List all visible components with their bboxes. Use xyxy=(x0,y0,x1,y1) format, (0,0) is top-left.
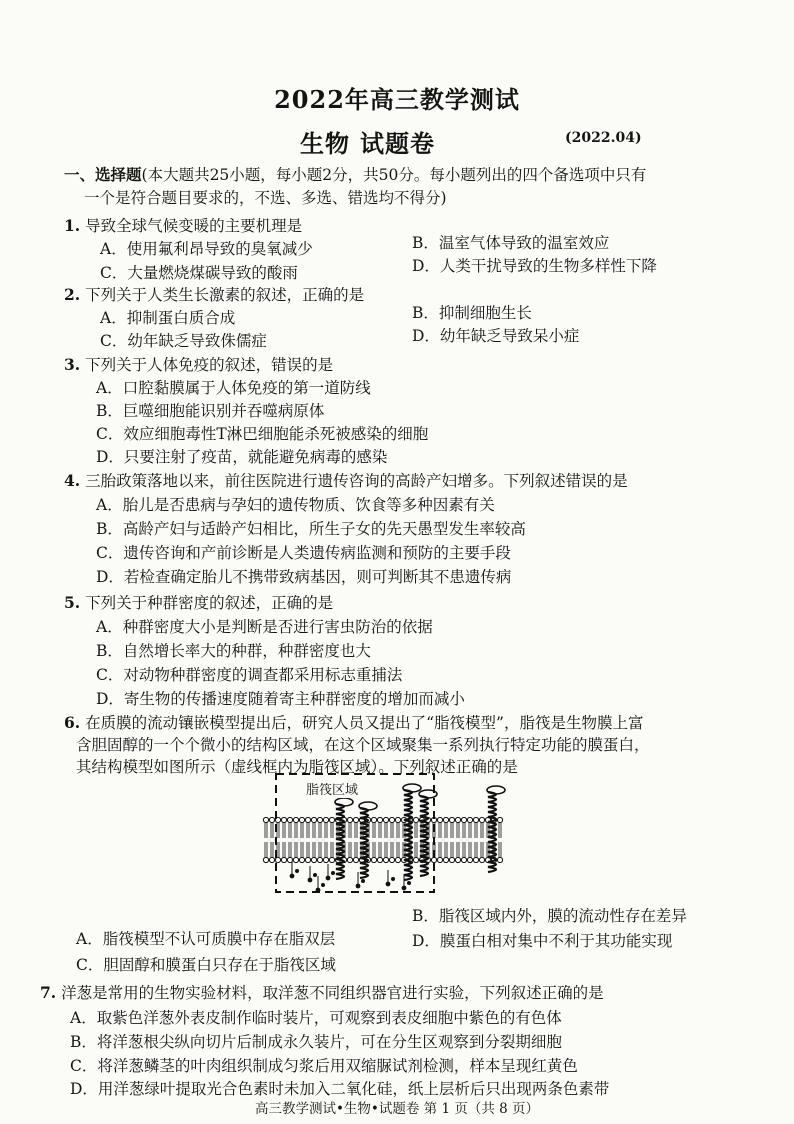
q5-option-b: B．自然增长率大的种群，种群密度也大 xyxy=(96,642,371,660)
q2-option-c: C．幼年缺乏导致侏儒症 xyxy=(100,332,267,350)
q1-option-b: B．温室气体导致的温室效应 xyxy=(412,234,610,252)
question-4-stem xyxy=(64,470,628,492)
section-description-2: 一个是符合题目要求的，不选、多选、错选均不得分) xyxy=(84,189,447,207)
question-number: 4. xyxy=(64,471,81,490)
q5-option-d: D．寄生物的传播速度随着寄主种群密度的增加而减小 xyxy=(96,690,465,708)
question-text: 在质膜的流动镶嵌模型提出后，研究人员又提出了“脂筏模型”，脂筏是生物膜上富 xyxy=(85,714,644,732)
exam-subtitle xyxy=(300,124,435,159)
membrane-inner-leaflet xyxy=(263,842,502,863)
q3-option-b: B．巨噬细胞能识别并吞噬病原体 xyxy=(96,402,325,420)
question-1-stem xyxy=(64,215,302,237)
question-number: 1. xyxy=(64,216,81,235)
q1-option-d: D．人类干扰导致的生物多样性下降 xyxy=(412,257,657,275)
q3-option-d: D．只要注射了疫苗，就能避免病毒的感染 xyxy=(96,448,388,466)
q6-option-a: A．脂筏模型不认可质膜中存在脂双层 xyxy=(76,930,336,948)
question-number: 3. xyxy=(64,355,81,374)
section-heading-line xyxy=(64,164,646,186)
q5-option-c: C．对动物种群密度的调查都采用标志重捕法 xyxy=(96,666,403,684)
section-heading: 一、选择题 xyxy=(64,165,142,184)
q7-option-c: C．将洋葱鳞茎的叶肉组织制成匀浆后用双缩脲试剂检测，样本呈现红黄色 xyxy=(70,1057,578,1075)
exam-date: (2022.04) xyxy=(565,130,642,146)
question-6-stem-3: 其结构模型如图所示（虚线框内为脂筏区域）。下列叙述正确的是 xyxy=(76,758,518,776)
q4-option-b: B．高龄产妇与适龄产妇相比，所生子女的先天愚型发生率较高 xyxy=(96,520,526,538)
question-text: 下列关于人类生长激素的叙述，正确的是 xyxy=(85,286,365,304)
question-2-stem xyxy=(64,284,364,306)
q1-option-c: C．大量燃烧煤碳导致的酸雨 xyxy=(100,264,298,282)
q7-option-d: D．用洋葱绿叶提取光合色素时未加入二氧化硅，纸上层析后只出现两条色素带 xyxy=(70,1080,610,1098)
question-6-stem-2: 含胆固醇的一个个微小的结构区域，在这个区域聚集一系列执行特定功能的膜蛋白， xyxy=(76,736,650,754)
glycan-chains xyxy=(290,862,411,892)
membrane-outer-leaflet xyxy=(263,817,502,838)
question-6-stem xyxy=(64,712,643,734)
q2-option-d: D．幼年缺乏导致呆小症 xyxy=(412,327,580,345)
question-text: 洋葱是常用的生物实验材料，取洋葱不同组织器官进行实验，下列叙述正确的是 xyxy=(61,984,604,1002)
q4-option-c: C．遗传咨询和产前诊断是人类遗传病监测和预防的主要手段 xyxy=(96,544,511,562)
question-number: 5. xyxy=(64,593,81,612)
question-number: 2. xyxy=(64,285,81,304)
q5-option-a: A．种群密度大小是判断是否进行害虫防治的依据 xyxy=(96,618,433,636)
question-text: 导致全球气候变暖的主要机理是 xyxy=(85,217,303,235)
question-text: 三胎政策落地以来，前往医院进行遗传咨询的高龄产妇增多。下列叙述错误的是 xyxy=(85,472,628,490)
question-3-stem xyxy=(64,354,333,376)
q7-option-a: A．取紫色洋葱外表皮制作临时装片，可观察到表皮细胞中紫色的有色体 xyxy=(70,1009,562,1027)
membrane-proteins xyxy=(335,784,505,880)
q4-option-d: D．若检查确定胎儿不携带致病基因，则可判断其不患遗传病 xyxy=(96,568,512,586)
q3-option-c: C．效应细胞毒性T淋巴细胞能杀死被感染的细胞 xyxy=(96,425,429,443)
question-text: 下列关于人体免疫的叙述，错误的是 xyxy=(85,356,334,374)
question-5-stem xyxy=(64,592,333,614)
q2-option-a: A．抑制蛋白质合成 xyxy=(100,309,236,327)
paper-type: 试题卷 xyxy=(360,129,435,158)
lipid-raft-diagram xyxy=(262,768,508,898)
raft-region-label: 脂筏区域 xyxy=(306,783,359,798)
q6-option-d: D．膜蛋白相对集中不利于其功能实现 xyxy=(412,932,673,950)
question-text: 下列关于种群密度的叙述，正确的是 xyxy=(85,594,334,612)
q4-option-a: A．胎儿是否患病与孕妇的遗传物质、饮食等多种因素有关 xyxy=(96,496,495,514)
question-7-stem xyxy=(40,982,604,1004)
subject-name: 生物 xyxy=(300,129,350,158)
section-description: (本大题共25小题，每小题2分，共50分。每小题列出的四个备选项中只有 xyxy=(141,166,647,184)
q1-option-a: A．使用氟利昂导致的臭氧减少 xyxy=(100,240,313,258)
q6-option-c: C．胆固醇和膜蛋白只存在于脂筏区域 xyxy=(76,956,336,974)
exam-title: 2022年高三教学测试 xyxy=(274,85,520,114)
page-footer: 高三教学测试•生物•试题卷 第 1 页（共 8 页） xyxy=(254,1101,540,1117)
q3-option-a: A．口腔黏膜属于人体免疫的第一道防线 xyxy=(96,379,371,397)
question-number: 6. xyxy=(64,713,81,732)
q7-option-b: B．将洋葱根尖纵向切片后制成永久装片，可在分生区观察到分裂期细胞 xyxy=(70,1033,562,1051)
question-number: 7. xyxy=(40,983,57,1002)
q6-option-b: B．脂筏区域内外，膜的流动性存在差异 xyxy=(412,907,687,925)
q2-option-b: B．抑制细胞生长 xyxy=(412,304,532,322)
